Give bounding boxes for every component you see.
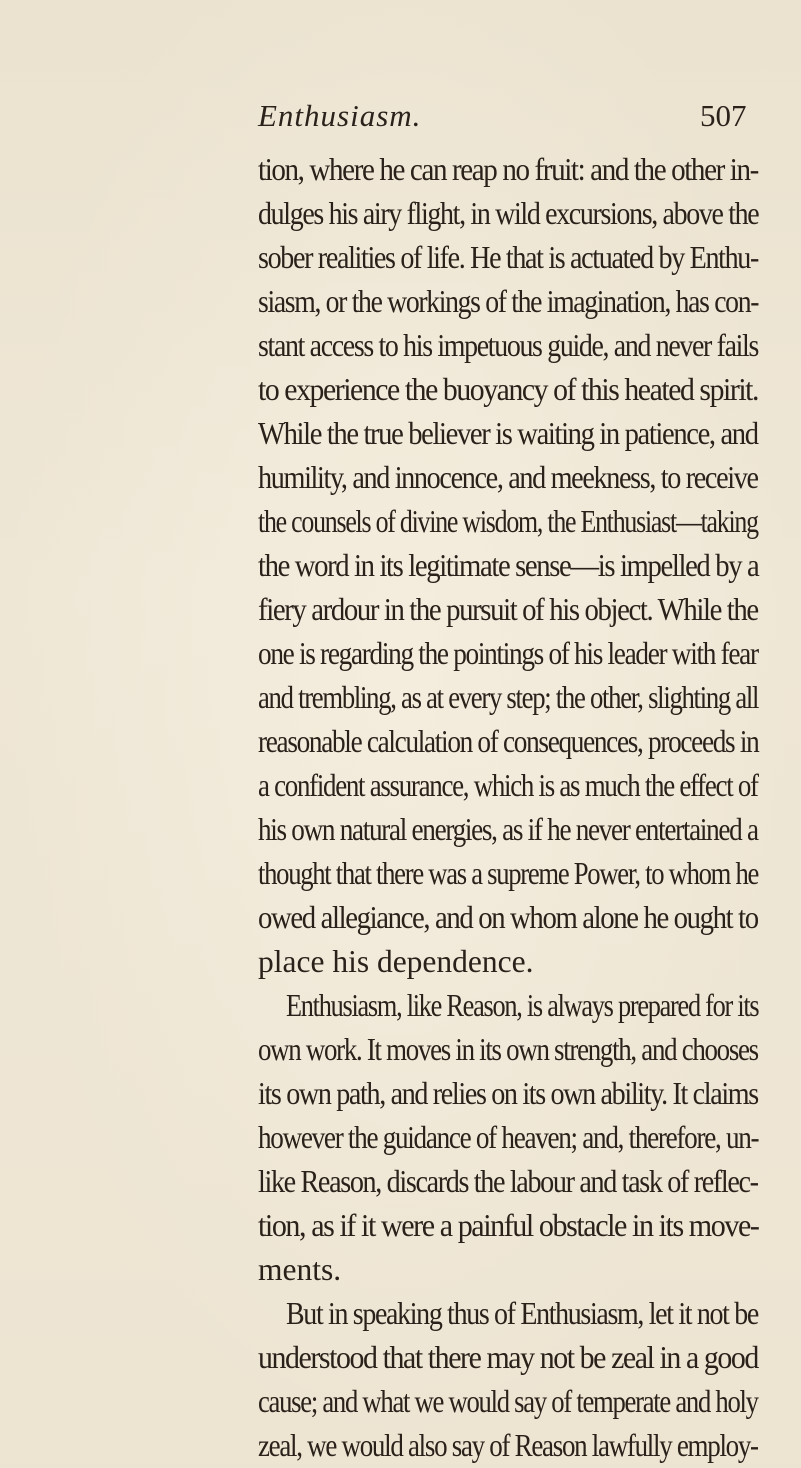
text-line: thought that there was a supreme Power, to whom he	[258, 856, 759, 891]
running-title: Enthusiasm.	[258, 98, 422, 133]
text-line: zeal, we would also say of Reason lawfully employ-	[258, 1428, 758, 1463]
text-line: reasonable calculation of consequences, proceeds in	[258, 724, 759, 759]
text-line: tion, where he can reap no fruit: and the other in-	[258, 152, 758, 187]
text-line: however the guidance of heaven; and, therefore, un-	[258, 1120, 759, 1155]
text-line: one is regarding the pointings of his leader with fear	[258, 636, 758, 671]
text-line: sober realities of life. He that is actuated by Enthu-	[258, 240, 759, 275]
text-line: and trembling, as at every step; the other, slighting all	[258, 680, 759, 715]
text-line: the word in its legitimate sense—is impelled by a	[258, 548, 759, 583]
text-line: owed allegiance, and on whom alone he ought to	[258, 900, 758, 935]
text-line: to experience the buoyancy of this heated spirit.	[258, 372, 759, 407]
text-line: ments.	[258, 1252, 342, 1287]
text-line: cause; and what we would say of temperate and holy	[258, 1384, 758, 1419]
page-number: 507	[700, 98, 747, 133]
paragraph-first-line: Enthusiasm, like Reason, is always prepared for its	[286, 988, 759, 1023]
text-line: like Reason, discards the labour and task of reflec-	[258, 1164, 758, 1199]
text-line: his own natural energies, as if he never entertained a	[258, 812, 758, 847]
text-line: own work. It moves in its own strength, and chooses	[258, 1032, 758, 1067]
text-line: While the true believer is waiting in patience, and	[258, 416, 758, 451]
paragraph-first-line: But in speaking thus of Enthusiasm, let it not be	[286, 1296, 758, 1331]
text-line: the counsels of divine wisdom, the Enthusiast—taking	[258, 504, 758, 539]
text-line: siasm, or the workings of the imagination, has con-	[258, 284, 759, 319]
text-line: a confident assurance, which is as much the effect of	[258, 768, 758, 803]
text-line: understood that there may not be zeal in a good	[258, 1340, 758, 1375]
text-line: place his dependence.	[258, 944, 534, 979]
text-line: humility, and innocence, and meekness, to receive	[258, 460, 758, 495]
text-line: stant access to his impetuous guide, and never fails	[258, 328, 758, 363]
text-line: dulges his airy flight, in wild excursions, above the	[258, 196, 759, 231]
page-header	[0, 98, 801, 138]
text-line: tion, as if it were a painful obstacle in its move-	[258, 1208, 759, 1243]
text-line: its own path, and relies on its own ability. It claims	[258, 1076, 758, 1111]
text-line: fiery ardour in the pursuit of his object. While the	[258, 592, 758, 627]
